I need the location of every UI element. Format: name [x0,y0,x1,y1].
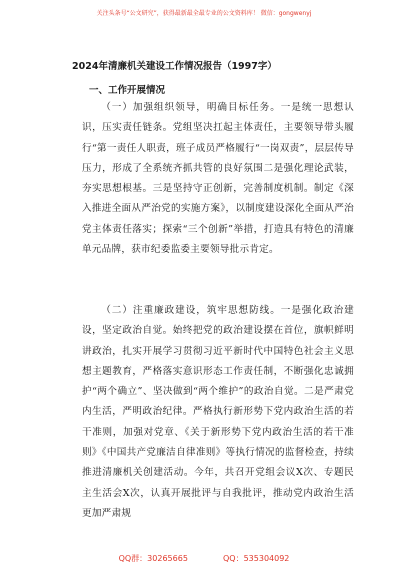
paragraph: （一）加强组织领导，明确目标任务。一是统一思想认识，压实责任链条。党组坚决扛起主体责任，主要领导带头履行“第一责任人职责，班子成员严格履行“一岗双责”，层层传导压力，形成了全系统齐抓共管的良好氛围二是强化理论武装，夯实思想根基。三是坚持守正创新，完善制度机制。制定《深入推进全面从严治党的实施方案》，以制度建设深化全面从严治党主体责任落实；探索“三个创新”举措，打造具有特色的清廉单元品牌，获市纪委监委主要领导批示肯定。 [82,102,354,256]
document-title: 2024年清廉机关建设工作情况报告（1997字） [72,61,277,72]
section-heading: 一、工作开展情况 [89,85,166,96]
qq-group-number: QQ群：30265665 [118,554,188,563]
header-banner: 关注头条号“公文研究”，获得最新最全最专业的公文资料库！ 微信：gongwenyj [96,10,312,17]
paragraph: （二）注重廉政建设，筑牢思想防线。一是强化政治建设，坚定政治自觉。始终把党的政治建设摆在首位，旗帜鲜明讲政治，扎实开展学习贯彻习近平新时代中国特色社会主义思想主题教育，严格落实意识形态工作责任制，不断强化忠诚拥护“两个确立”、坚决做到“两个维护”的政治自觉。二是严肃党内生活，严明政治纪律。严格执行新形势下党内政治生活的若干准则，加强对党章、《关于新形势下党内政治生活的若干准则》《中国共产党廉洁自律准则》等执行情况的监督检查，持续推进清廉机关创建活动。今年，共召开党组会议X次、专题民主生活会X次，认真开展批评与自我批评，推动党内政治生活更加严肃规 [82,305,354,519]
qq-number: QQ：535304092 [223,554,290,563]
footer-contact [0,553,408,564]
